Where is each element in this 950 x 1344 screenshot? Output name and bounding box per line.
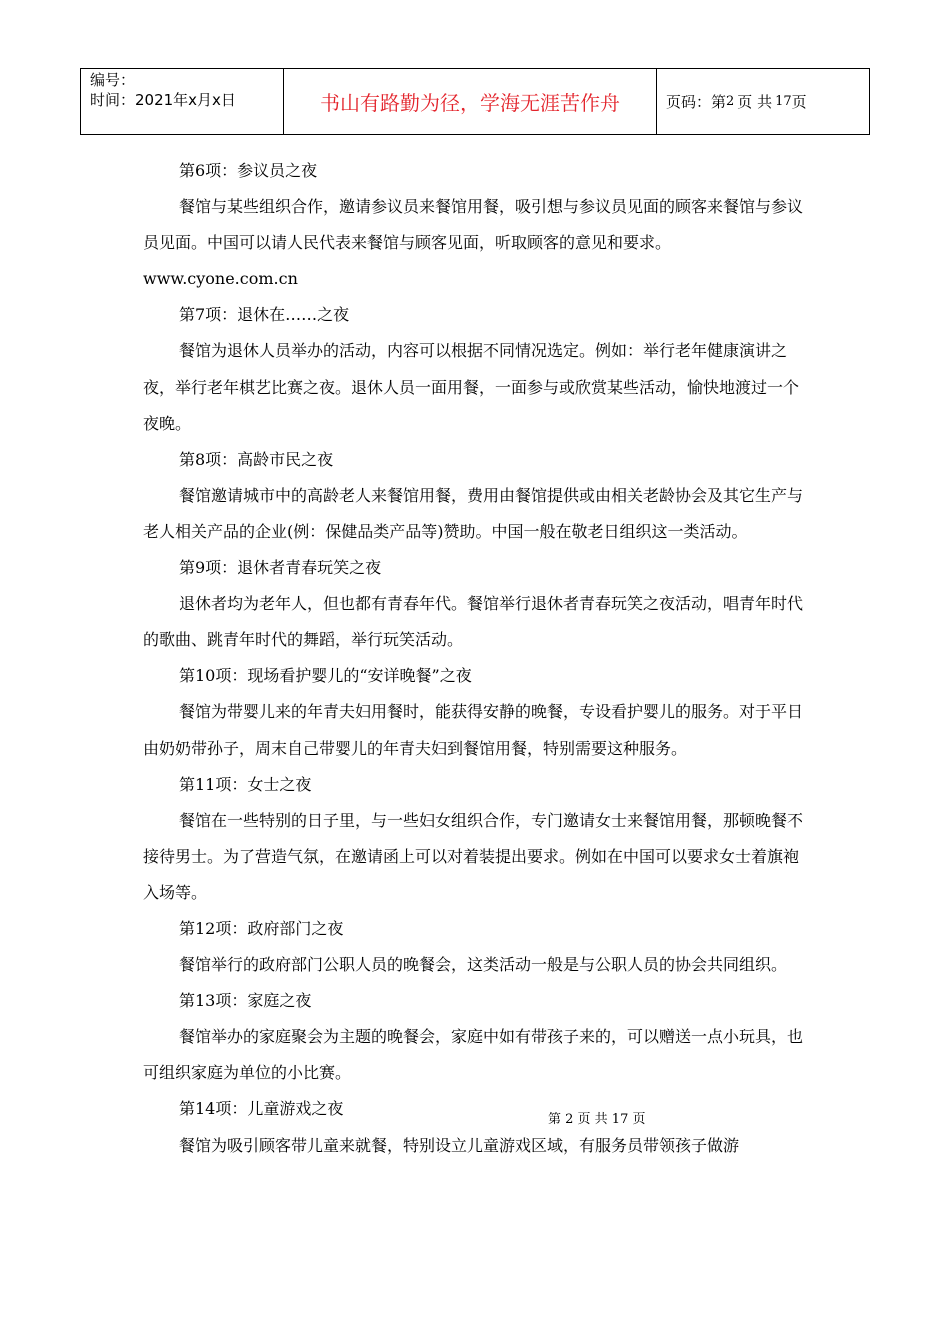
section-heading: 第14项：儿童游戏之夜 bbox=[179, 1099, 344, 1119]
page-footer-note: 第 2 页 共 17 页 bbox=[548, 1112, 646, 1127]
body-paragraph: 餐馆为吸引顾客带儿童来就餐，特别设立儿童游戏区域，有服务员带领孩子做游 bbox=[179, 1135, 740, 1155]
body-paragraph: 餐馆邀请城市中的高龄老人来餐馆用餐，费用由餐馆提供或由相关老龄协会及其它生产与老人相关产品的企业(例：保健品类产品等)赞助。中国一般在敬老日组织这一类活动。 bbox=[143, 485, 804, 541]
page-suffix: 页 bbox=[791, 93, 807, 111]
body-paragraph: 餐馆为带婴儿来的年青夫妇用餐时，能获得安静的晚餐，专设看护婴儿的服务。对于平日由奶奶带孙子，周末自己带婴儿的年青夫妇到餐馆用餐，特别需要这种服务。 bbox=[143, 702, 804, 758]
section-heading: 第11项：女士之夜 bbox=[179, 774, 312, 794]
section-heading: 第13项：家庭之夜 bbox=[179, 991, 312, 1011]
header-motto-cell bbox=[284, 69, 657, 134]
website-url: www.cyone.com.cn bbox=[143, 269, 298, 289]
body-paragraph: 餐馆为退休人员举办的活动，内容可以根据不同情况选定。例如：举行老年健康演讲之夜，举行老年棋艺比赛之夜。退休人员一面用餐，一面参与或欣赏某些活动，愉快地渡过一个夜晚。 bbox=[143, 341, 800, 433]
document-header bbox=[80, 68, 870, 135]
section-heading: 第6项：参议员之夜 bbox=[179, 161, 318, 180]
page-current: 2 bbox=[726, 94, 735, 109]
section-heading: 第8项：高龄市民之夜 bbox=[179, 449, 334, 469]
document-body bbox=[143, 153, 808, 1164]
body-paragraph: 餐馆举行的政府部门公职人员的晚餐会，这类活动一般是与公职人员的协会共同组织。 bbox=[179, 955, 788, 975]
motto-text: 书山有路勤为径，学海无涯苦作舟 bbox=[320, 91, 620, 115]
section-heading: 第7项：退休在……之夜 bbox=[179, 305, 350, 325]
body-paragraph: 餐馆与某些组织合作，邀请参议员来餐馆用餐，吸引想与参议员见面的顾客来餐馆与参议员见面。中国可以请人民代表来餐馆与顾客见面，听取顾客的意见和要求。 bbox=[143, 197, 804, 253]
section-heading: 第12项：政府部门之夜 bbox=[179, 918, 344, 938]
code-label: 编号： bbox=[90, 71, 136, 89]
page-prefix: 页码：第 bbox=[666, 93, 727, 111]
body-paragraph: 退休者均为老年人，但也都有青春年代。餐馆举行退休者青春玩笑之夜活动，唱青年时代的歌曲、跳青年时代的舞蹈，举行玩笑活动。 bbox=[143, 594, 804, 650]
time-label: 时间：2021年x月x日 bbox=[90, 91, 236, 109]
section-heading: 第9项：退休者青春玩笑之夜 bbox=[179, 558, 382, 578]
page-total: 17 bbox=[775, 94, 792, 109]
section-heading: 第10项：现场看护婴儿的“安详晚餐”之夜 bbox=[179, 666, 472, 686]
page-mid: 页 共 bbox=[737, 93, 773, 111]
body-paragraph: 餐馆在一些特别的日子里，与一些妇女组织合作，专门邀请女士来餐馆用餐，那顿晚餐不接待男士。为了营造气氛，在邀请函上可以对着装提出要求。例如在中国可以要求女士着旗袍入场等。 bbox=[143, 810, 804, 902]
body-paragraph: 餐馆举办的家庭聚会为主题的晚餐会，家庭中如有带孩子来的，可以赠送一点小玩具，也可组织家庭为单位的小比赛。 bbox=[143, 1027, 804, 1083]
header-meta-cell bbox=[81, 69, 284, 134]
header-page-cell bbox=[657, 69, 869, 134]
